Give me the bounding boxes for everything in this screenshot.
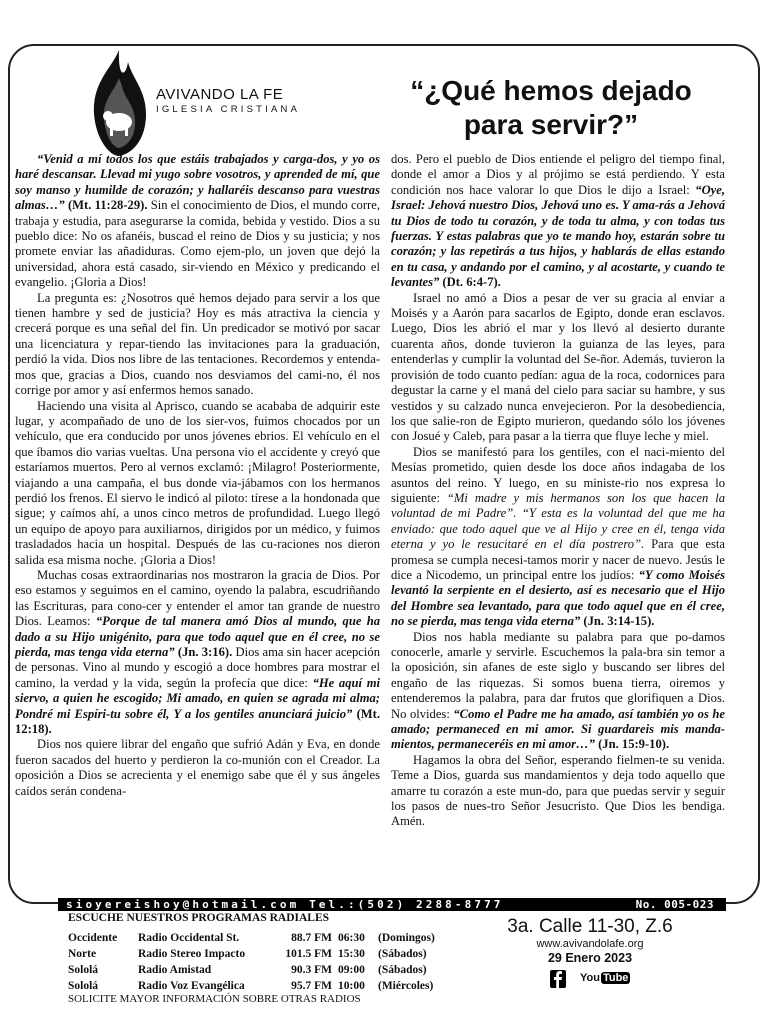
- paragraph: [391, 753, 725, 830]
- text-run: Dios nos quiere librar del engaño que sufrió Adán y Eva, en donde fueron sacados del huerto y perdieron la co-munión con el Creador. La oposición a Dios se acrecienta y el enemigo sabe que él y sus ángeles caídos serán condena-: [15, 737, 380, 798]
- contact-bar: [58, 898, 726, 911]
- bulletin-title: [386, 74, 716, 142]
- radio-cell: Norte: [68, 947, 97, 960]
- paragraph: [15, 291, 380, 399]
- church-address: 3a. Calle 11-30, Z.6: [507, 916, 673, 937]
- text-run: Dios nos habla mediante su palabra para que po-damos conocerle, amarle y servirle. Escuchemos la pala-bra sin temor a la oposición, sin afanes de este siglo y buscando ser libres del engaño de las riquezas. Si somos buena tierra, oiremos y entenderemos la palabra, para dar frutos que glorifiquen a Dios. No olvides:: [391, 629, 725, 721]
- flame-lamb-logo-icon: [88, 48, 150, 158]
- scripture-run: (Mt. 11:28-29).: [64, 198, 148, 213]
- radio-cell: Radio Stereo Impacto: [138, 947, 246, 960]
- scripture-run: “Como el Padre me ha amado, así también yo os he amado; permaneced en mi amor. Si guardareis mis manda-mientos, permaneceréis en mi amor…”: [391, 706, 725, 752]
- text-run: La pregunta es: ¿Nosotros qué hemos dejado para servir a los que tienen hambre y sed de justicia? Hoy es más atractiva la ciencia y crecerá porque es una señal del fin. Un predicador se motivó por sacar una licenciatura y repar-tiendo las invitaciones para la graduación, perdió la vida. Dios nos libre de las tentaciones. Recordemos y entenda-mos que, gracias a Dios, cuando nos desviamos del cami-no, él nos corrige por amor y así enfermos hemos sanado.: [15, 290, 380, 398]
- radio-cell: Radio Occidental St.: [138, 931, 240, 944]
- radio-cell: Occidente: [68, 931, 118, 944]
- scripture-run: (Jn. 3:14-15).: [580, 614, 655, 629]
- radio-cell: 06:30: [338, 931, 365, 944]
- scripture-run: “Oye, Israel: Jehová nuestro Dios, Jehová uno es. Y ama-rás a Jehová tu Dios de todo tu corazón, y de toda tu alma, y con todas tus fuerzas. Y estas palabras que yo te mando hoy, estarán sobre tu corazón; y las repetirás a tus hijos, y hablarás de ellas estando en tu casa, y andando por el camino, y al acostarte, y cuando te levantes”: [391, 182, 725, 290]
- radio-cell: Sololá: [68, 979, 99, 992]
- radio-cell: 09:00: [338, 963, 365, 976]
- radio-more-info: SOLICITE MAYOR INFORMACIÓN SOBRE OTRAS RADIOS: [68, 993, 361, 1005]
- bulletin-date: 29 Enero 2023: [547, 951, 633, 965]
- radio-schedule-table: [68, 930, 478, 994]
- church-website[interactable]: www.avivandolafe.org: [536, 938, 644, 950]
- radio-row: [68, 962, 478, 978]
- youtube-icon[interactable]: [580, 972, 630, 984]
- youtube-you-text: You: [580, 972, 600, 984]
- paragraph: [391, 630, 725, 753]
- radio-cell: (Sábados): [378, 947, 427, 960]
- church-brand: [156, 86, 300, 115]
- radio-cell: 95.7 FM: [291, 979, 332, 992]
- article-left-column: [15, 152, 380, 799]
- paragraph: [15, 399, 380, 568]
- radio-cell: (Miércoles): [378, 979, 434, 992]
- radio-cell: Radio Voz Evangélica: [138, 979, 245, 992]
- radio-row: [68, 978, 478, 994]
- text-run: Dios ama sin hacer acepción de personas. Vino al mundo y escogió a doce hombres para mostrar el camino, la verdad y la vida, según la profecía que dice:: [15, 645, 380, 690]
- text-run: Sin el conocimiento de Dios, el mundo corre, trabaja y estudia, para asegurarse la comida, bebida y vestido. Dios a su pueblo dice: No os afanéis, buscad el reino de Dios y su justicia; y nos promete enviar las añadiduras. Como ejem-plo, un joven que dejó la universidad, ahora está casado, sir-viendo en México y predicando el evangelio. ¡Gloria a Dios!: [15, 198, 380, 290]
- scripture-run: “Porque de tal manera amó Dios al mundo, que ha dado a su Hijo unigénito, para que todo aquel que en él cree, no se pierda, mas tenga vida eterna”: [15, 614, 380, 659]
- contact-email-phone: sioyereishoy@hotmail.com Tel.:(502) 2288-8777: [66, 898, 504, 911]
- facebook-icon[interactable]: [550, 970, 566, 988]
- radio-cell: 101.5 FM: [285, 947, 332, 960]
- brand-subtitle: IGLESIA CRISTIANA: [156, 104, 301, 115]
- paragraph: [15, 568, 380, 737]
- radio-cell: (Domingos): [378, 931, 435, 944]
- scripture-run: (Dt. 6:4-7).: [439, 275, 501, 290]
- article-right-column: [391, 152, 725, 830]
- text-run: Dios se manifestó para los gentiles, con el naci-miento del Mesías prometido, quien desde los doce años indagaba de los asuntos del reino. Y luego, en su ministe-rio nos expresa lo siguiente:: [391, 444, 725, 505]
- scripture-run: (Jn. 15:9-10).: [594, 737, 670, 752]
- paragraph: [391, 291, 725, 445]
- scripture-run: (Mt. 12:18).: [15, 706, 380, 737]
- paragraph: [15, 152, 380, 291]
- radio-cell: 90.3 FM: [291, 963, 332, 976]
- radio-cell: Radio Amistad: [138, 963, 212, 976]
- scripture-run: “He aquí mi siervo, a quien he escogido; Mi amado, en quien se agrada mi alma; Pondré mi Espíri-tu sobre él, Y a los gentiles anunciará juicio”: [15, 675, 380, 721]
- text-run: Hagamos la obra del Señor, esperando fielmen-te su venida. Teme a Dios, guarda sus mandamientos y deja todo aquello que amarre tu corazón a este mun-do, para que puedas servir y seguir los pasos de nues-tro Señor Jesucristo. Que Dios les bendiga. Amén.: [391, 752, 725, 829]
- scripture-run: “Mi madre y mis hermanos son los que hacen la voluntad de mi Padre”. “Y esta es la voluntad del que me ha enviado: que todo aquel que ve al Hijo y cree en él, tenga vida eterna y yo le resucitaré en el día postrero”.: [391, 490, 725, 552]
- title-line-1: “¿Qué hemos dejado: [410, 75, 692, 106]
- radio-row: [68, 946, 478, 962]
- scripture-run: “Y como Moisés levantó la serpiente en el desierto, así es necesario que el Hijo del Hombre sea levantado, para que todo aquel que en él cree, no se pierda, mas tenga vida eterna”: [391, 567, 725, 629]
- title-line-2: para servir?”: [463, 109, 639, 140]
- text-run: Israel no amó a Dios a pesar de ver su gracia al enviar a Moisés y a Aarón para sacarlos de Egipto, donde eran esclavos. Luego, Dios les abrió el mar y los llevó al desierto durante cuarenta años, donde tuvieron la guianza de las leyes, para entenderlas y cumplir la voluntad del Se-ñor. Además, tuvieron la provisión de todo cuanto pedían: agua de la roca, codornices para degustar la carne y el maná del cielo para saciar su hambre, y sus vestidos y su calzado nunca envejecieron. Por la desobediencia, los que salie-ron de Egipto murieron, quedando sólo los jóvenes con Josué y Caleb, para pasar a la tierra que fluye leche y miel.: [391, 290, 725, 444]
- radio-programs-title: ESCUCHE NUESTROS PROGRAMAS RADIALES: [68, 912, 330, 924]
- radio-row: [68, 930, 478, 946]
- text-run: dos. Pero el pueblo de Dios entiende el peligro del tiempo final, donde el amor a Dios y al prójimo se está perdiendo. Y esta condición nos hace valorar lo que Dios le dijo a Israel:: [391, 152, 725, 197]
- radio-cell: 10:00: [338, 979, 365, 992]
- youtube-tube-text: Tube: [602, 972, 629, 984]
- paragraph: [391, 445, 725, 630]
- issue-number: No. 005-023: [635, 898, 714, 911]
- radio-cell: 88.7 FM: [291, 931, 332, 944]
- text-run: Muchas cosas extraordinarias nos mostraron la gracia de Dios. Por eso estamos y seguimos en el camino, oyendo la palabra, escudriñando las Escrituras, para cono-cer y entender el amor tan grande de nuestro Dios. Leamos:: [15, 567, 380, 629]
- radio-cell: Sololá: [68, 963, 99, 976]
- text-run: Para que esta promesa se cumpla necesi-tamos morir y nacer de nuevo. Jesús le dice a Nicodemo, un principal entre los judíos:: [391, 537, 725, 582]
- text-run: Haciendo una visita al Aprisco, cuando se acababa de adquirir este lugar, y acompañado de uno de los sier-vos, fuimos chocados por un vehículo, que era conducido por unos jóvenes ebrios. El vehículo en el que íbamos dio varias vueltas. Una persona vio el accidente y creyó que estaríamos muertos. Pero al vernos exclamó: ¡Milagro! Posteriormente, viajando a una campaña, el bus donde via-jábamos con los hermanos perdió los frenos. El siervo le indicó al piloto: tírese a la hondonada que sigue; y caímos ahí, a unos cinco metros de profundidad. Luego llegó un equipo de apoyo para auxiliarnos, dirigidos por un médico, y fuimos trasladados hacia un hospital. Después de las cu-raciones nos dieron salida esa misma noche. ¡Gloria a Dios!: [15, 398, 380, 567]
- scripture-run: (Jn. 3:16).: [174, 645, 233, 659]
- radio-cell: 15:30: [338, 947, 365, 960]
- radio-cell: (Sábados): [378, 963, 427, 976]
- paragraph: [391, 152, 725, 291]
- paragraph: [15, 737, 380, 799]
- brand-name: AVIVANDO LA FE: [156, 86, 284, 103]
- scripture-run: “Venid a mí todos los que estáis trabajados y carga-dos, y yo os haré descansar. Llevad mi yugo sobre vosotros, y aprended de mí, que soy manso y humilde de corazón; y hallaréis descanso para vuestras almas…”: [15, 152, 380, 213]
